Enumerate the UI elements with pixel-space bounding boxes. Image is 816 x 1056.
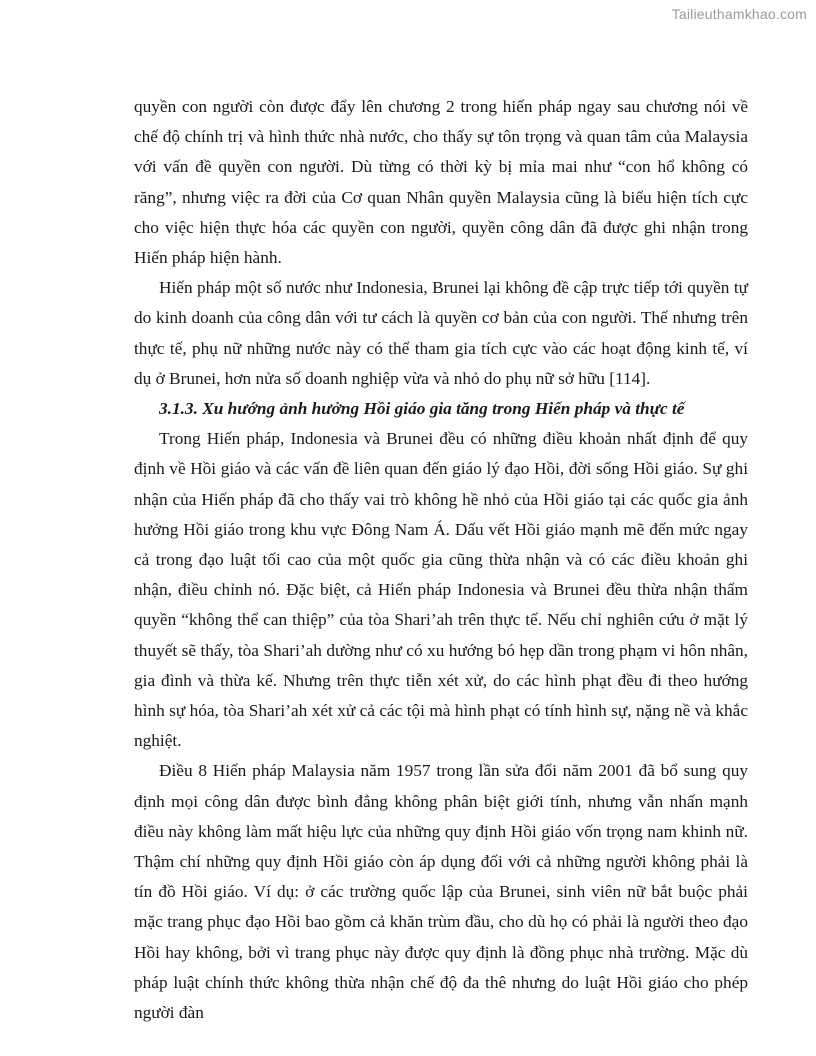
watermark: Tailieuthamkhao.com	[671, 6, 807, 22]
section-heading: 3.1.3. Xu hướng ảnh hưởng Hồi giáo gia tăng trong Hiến pháp và thực tế	[159, 399, 685, 419]
paragraph-2: Hiến pháp một số nước như Indonesia, Brunei lại không đề cập trực tiếp tới quyền tự do kinh doanh của công dân với tư cách là quyền cơ bản của con người. Thế nhưng trên thực tế, phụ nữ những nước này có thể tham gia tích cực vào các hoạt động kinh tế, ví dụ ở Brunei, hơn nửa số doanh nghiệp vừa và nhỏ do phụ nữ sở hữu [114].	[134, 278, 748, 388]
document-body	[134, 92, 748, 1028]
paragraph-4: Điều 8 Hiến pháp Malaysia năm 1957 trong lần sửa đổi năm 2001 đã bổ sung quy định mọi công dân được bình đẳng không phân biệt giới tính, nhưng vẫn nhấn mạnh điều này không làm mất hiệu lực của những quy định Hồi giáo vốn trọng nam khinh nữ. Thậm chí những quy định Hồi giáo còn áp dụng đối với cả những người không phải là tín đồ Hồi giáo. Ví dụ: ở các trường quốc lập của Brunei, sinh viên nữ bắt buộc phải mặc trang phục đạo Hồi bao gồm cả khăn trùm đầu, cho dù họ có phải là người theo đạo Hồi hay không, bởi vì trang phục này được quy định là đồng phục nhà trường. Mặc dù pháp luật chính thức không thừa nhận chế độ đa thê nhưng do luật Hồi giáo cho phép người đàn	[134, 761, 748, 1023]
paragraph-3: Trong Hiến pháp, Indonesia và Brunei đều có những điều khoản nhất định để quy định về Hồi giáo và các vấn đề liên quan đến giáo lý đạo Hồi, đời sống Hồi giáo. Sự ghi nhận của Hiến pháp đã cho thấy vai trò không hề nhỏ của Hồi giáo tại các quốc gia ảnh hưởng Hồi giáo trong khu vực Đông Nam Á. Dấu vết Hồi giáo mạnh mẽ đến mức ngay cả trong đạo luật tối cao của một quốc gia cũng thừa nhận và có các điều khoản ghi nhận, điều chỉnh nó. Đặc biệt, cả Hiến pháp Indonesia và Brunei đều thừa nhận thẩm quyền “không thể can thiệp” của tòa Shari’ah trên thực tế. Nếu chỉ nghiên cứu ở mặt lý thuyết sẽ thấy, tòa Shari’ah dường như có xu hướng bó hẹp dần trong phạm vi hôn nhân, gia đình và thừa kế. Nhưng trên thực tiễn xét xử, do các hình phạt đều đi theo hướng hình sự hóa, tòa Shari’ah xét xử cả các tội mà hình phạt có tính hình sự, nặng nề và khắc nghiệt.	[134, 429, 748, 751]
paragraph-1: quyền con người còn được đẩy lên chương 2 trong hiến pháp ngay sau chương nói về chế độ chính trị và hình thức nhà nước, cho thấy sự tôn trọng và quan tâm của Malaysia với vấn đề quyền con người. Dù từng có thời kỳ bị mỉa mai như “con hổ không có răng”, nhưng việc ra đời của Cơ quan Nhân quyền Malaysia cũng là biểu hiện tích cực cho việc hiện thực hóa các quyền con người, quyền công dân đã được ghi nhận trong Hiến pháp hiện hành.	[134, 97, 748, 268]
